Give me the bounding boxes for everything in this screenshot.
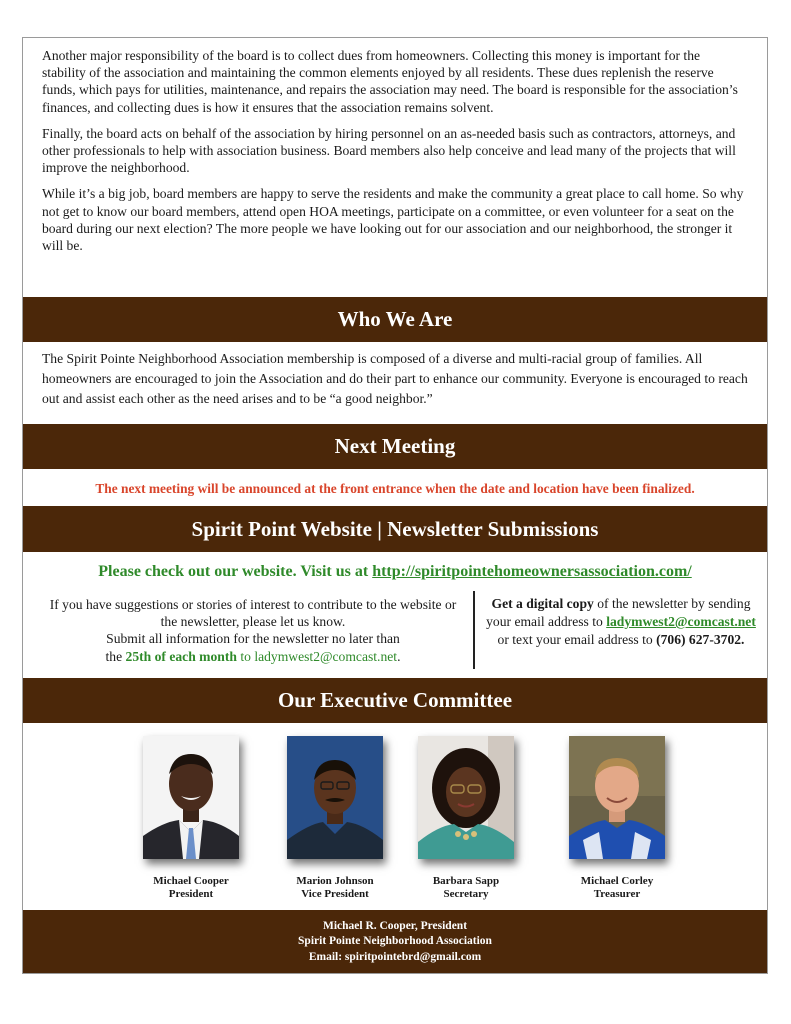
member-name-president: Michael Cooper — [153, 875, 229, 887]
member-name-vice-president: Marion Johnson — [296, 875, 374, 887]
intro-paragraph-dues: Another major responsibility of the board is to collect dues from homeowners. Collecting this money is important for the stability of the association and maintaining the common elements enjoyed by all residents. These dues replenish the reserve funds, which pays for utilities, maintenance, and repairs the association may need. The board is responsible for the association’s finances, and collecting dues is how it ensures that the association remains solvent. — [42, 48, 738, 115]
submission-info — [48, 596, 458, 665]
submission-period: . — [397, 648, 401, 664]
member-role-president: President — [168, 887, 214, 900]
intro-paragraph-hiring: Finally, the board acts on behalf of the association by hiring personnel on an as-needed basis such as contractors, attorneys, and other professionals to help with association business. Board members also help conceive and lead many of the projects that will improve the neighborhood. — [42, 125, 736, 176]
website-link[interactable]: http://spiritpointehomeownersassociation.com/ — [372, 563, 692, 580]
footer — [23, 910, 767, 973]
member-photo-treasurer — [569, 736, 665, 859]
newsletter-page — [22, 37, 768, 974]
submission-to: to — [236, 648, 255, 664]
digital-copy-phone: (706) 627-3702. — [656, 632, 745, 647]
digital-copy-email-link[interactable]: ladymwest2@comcast.net — [606, 614, 756, 629]
next-meeting-heading: Next Meeting — [23, 424, 767, 469]
executive-committee-heading: Our Executive Committee — [23, 678, 767, 723]
member-card-treasurer — [547, 736, 687, 900]
submission-deadline: 25th of each month — [125, 648, 237, 664]
footer-line-2: Spirit Pointe Neighborhood Association — [298, 935, 492, 948]
portrait-image — [143, 736, 239, 859]
member-name-secretary: Barbara Sapp — [432, 875, 500, 887]
submission-line-2: Submit all information for the newsletter no later than — [106, 631, 400, 647]
who-we-are-heading: Who We Are — [23, 297, 767, 342]
digital-copy-bold: Get a digital copy — [491, 596, 594, 611]
next-meeting-text: The next meeting will be announced at the front entrance when the date and location have been finalized. — [95, 481, 695, 496]
intro-section — [23, 38, 767, 254]
member-role-vice-president: Vice President — [301, 887, 369, 900]
who-we-are-text: The Spirit Pointe Neighborhood Association membership is composed of a diverse and multi-racial group of families. All homeowners are encouraged to join the Association and do their part to enhance our community. Everyone is encouraged to reach out and assist each other as the need arises and to be “a good neighbor.” — [42, 351, 748, 406]
member-photo-vice-president — [287, 736, 383, 859]
portrait-image — [418, 736, 514, 859]
submission-line-3 — [48, 648, 458, 665]
website-line — [23, 563, 767, 581]
footer-line-1: Michael R. Cooper, President — [322, 920, 468, 932]
intro-paragraph-volunteer: While it’s a big job, board members are happy to serve the residents and make the community a great place to call home. So why not get to know our board members, attend open HOA meetings, participate on a committee, or even volunteer for a seat on the board during our next election? The more people we have looking out for our association and our neighborhood, the stronger it will be. — [42, 186, 744, 254]
website-intro: Please check out our website. Visit us at — [98, 563, 373, 580]
digital-copy-text-1: of the newsletter by sending your email address to — [486, 596, 751, 629]
member-card-secretary — [396, 736, 536, 900]
digital-copy-text-2: or text your email address to — [497, 632, 657, 647]
member-photo-secretary — [418, 736, 514, 859]
member-card-president — [121, 736, 261, 900]
portrait-image — [569, 736, 665, 859]
member-name-treasurer: Michael Corley — [580, 875, 654, 887]
website-heading: Spirit Point Website | Newsletter Submissions — [23, 506, 767, 552]
portrait-image — [287, 736, 383, 859]
column-divider — [473, 591, 475, 669]
member-photo-president — [143, 736, 239, 859]
footer-line-3: Email: spiritpointebrd@gmail.com — [308, 950, 482, 963]
member-role-treasurer: Treasurer — [593, 887, 641, 900]
member-card-vice-president — [265, 736, 405, 900]
member-role-secretary: Secretary — [443, 887, 489, 900]
submission-email[interactable]: ladymwest2@comcast.net — [254, 648, 398, 664]
digital-copy-info — [486, 595, 756, 649]
submission-line-1: If you have suggestions or stories of interest to contribute to the website or the newsletter, please let us know. — [49, 597, 457, 630]
submission-the: the — [105, 648, 126, 664]
